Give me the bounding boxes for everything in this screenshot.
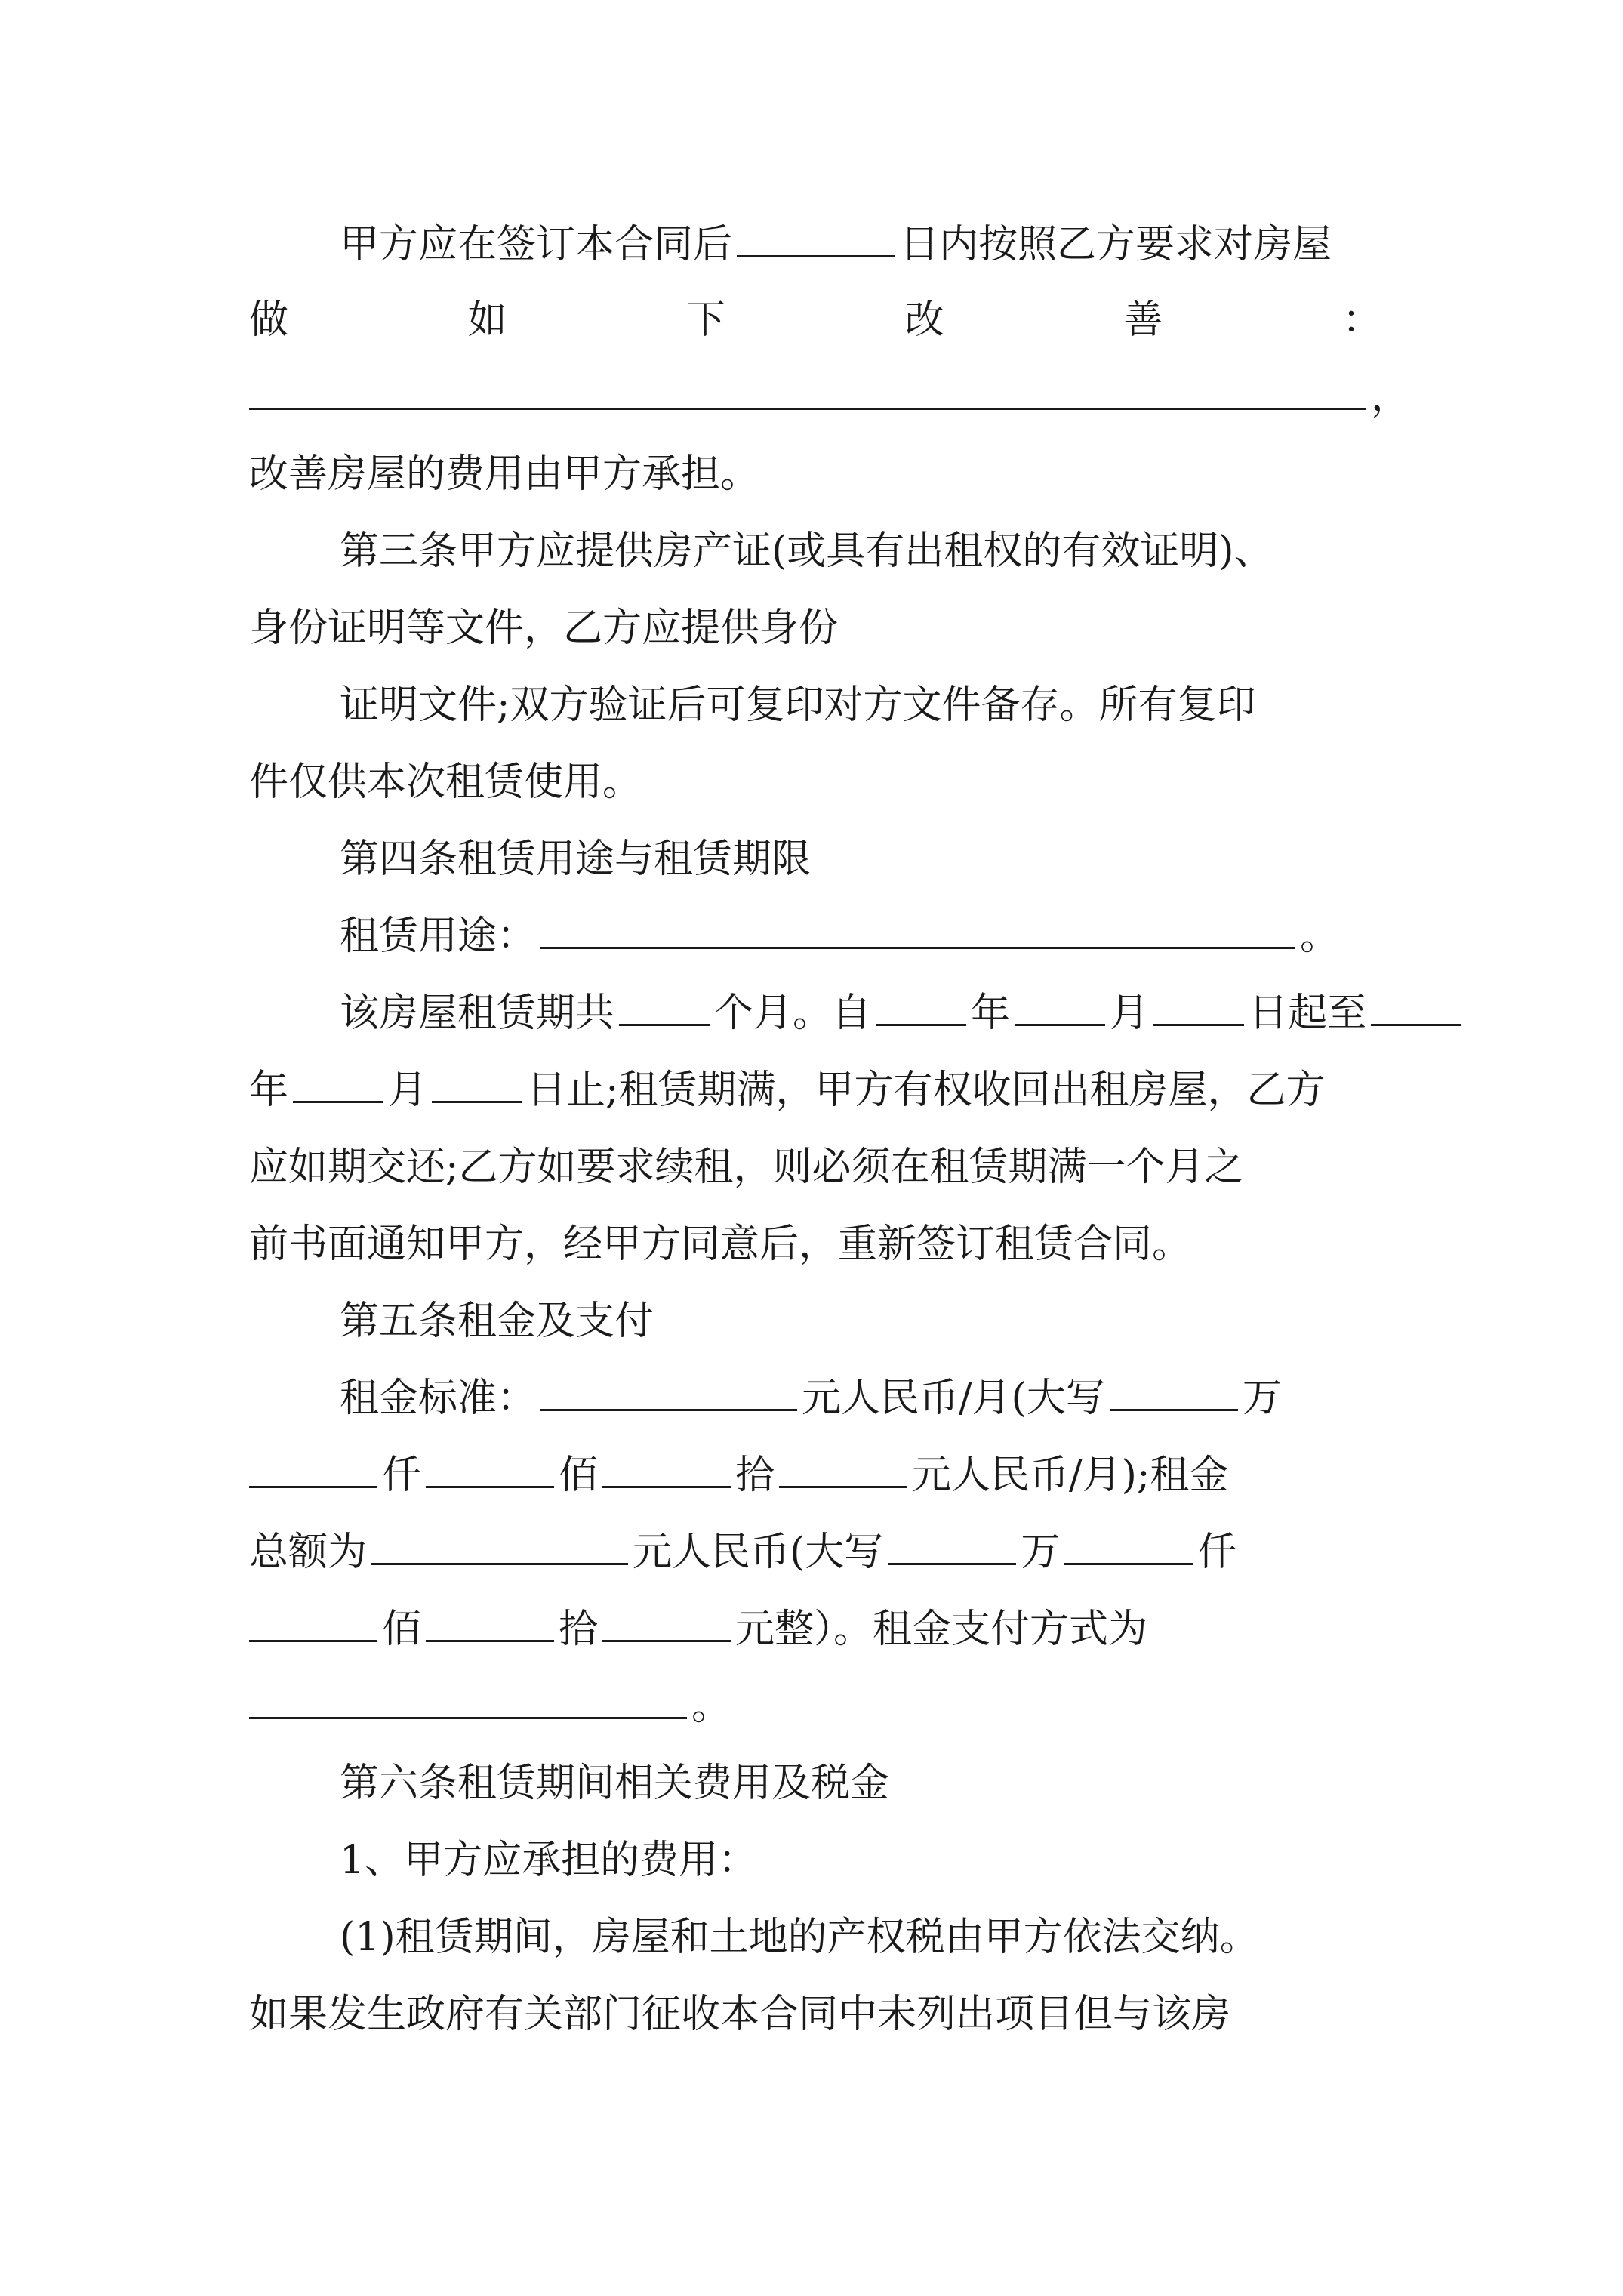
paragraph-line-22 [340,1836,1381,1885]
text: 如果发生政府有关部门征收本合同中未列出项目但与该房 [249,1992,1231,2037]
text: 第六条租赁期间相关费用及税金 [340,1761,890,1806]
paragraph-line-17 [249,1451,1381,1499]
char: ： [1341,297,1381,343]
text: 第三条甲方应提供房产证(或具有出租权的有效证明)、 [340,529,1273,574]
blank-end-month[interactable] [293,1066,383,1103]
blank-rent-shi[interactable] [602,1451,731,1488]
text: 元整）。租金支付方式为 [735,1607,1148,1652]
article-6-heading [340,1759,1381,1808]
text: 租赁用途： [340,914,537,959]
text: 万 [1021,1530,1061,1575]
paragraph-line-6 [249,604,1381,652]
text: 元人民币/月(大写 [802,1376,1105,1421]
text: 佰 [382,1607,422,1652]
paragraph-line-13 [249,1143,1381,1191]
paragraph-line-10 [340,912,1381,960]
text: 拾 [735,1453,775,1498]
text: 万 [1242,1376,1282,1421]
paragraph-line-20 [249,1682,1381,1730]
paragraph-line-1 [340,220,1381,269]
blank-months[interactable] [619,989,710,1026]
paragraph-line-19 [249,1605,1381,1653]
text: 证明文件;双方验证后可复印对方文件备存。所有复印 [340,683,1256,728]
paragraph-line-16 [340,1374,1381,1422]
paragraph-line-18 [249,1528,1381,1576]
blank-payment-method[interactable] [249,1682,687,1719]
char: 如 [467,297,507,343]
text: 元人民币(大写 [633,1530,884,1575]
blank-start-month[interactable] [1015,989,1105,1026]
text: 。 [691,1684,731,1729]
text: 日起至 [1249,991,1367,1036]
blank-end-day[interactable] [432,1066,522,1103]
text: 前书面通知甲方，经甲方同意后，重新签订租赁合同。 [249,1222,1192,1267]
paragraph-line-11 [340,989,1381,1037]
text: 月 [1110,991,1150,1036]
blank-rent-qian[interactable] [249,1451,377,1488]
article-5-heading [340,1297,1381,1345]
blank-total-shi[interactable] [426,1605,554,1642]
article-4-heading [340,835,1381,883]
text: 元人民币/月);租金 [912,1453,1229,1498]
paragraph-line-7 [340,681,1381,729]
text: 租金标准： [340,1376,537,1421]
text: 年 [971,991,1011,1036]
text: 甲方应在签订本合同后 [340,222,733,267]
text: 个月。自 [714,991,872,1036]
text: 该房屋租赁期共 [340,991,615,1036]
blank-total-wan[interactable] [888,1528,1016,1565]
paragraph-line-23 [340,1913,1381,1962]
text: 日止;租赁期满，甲方有权收回出租房屋，乙方 [527,1068,1326,1113]
text: 佰 [559,1453,599,1498]
text: 年 [249,1068,289,1113]
blank-total-rent[interactable] [371,1528,628,1565]
char: 善 [1123,297,1163,343]
article-3-heading [340,527,1381,575]
paragraph-line-2 [249,296,1381,344]
text: ， [1371,374,1411,420]
char: 改 [904,297,944,343]
blank-start-day[interactable] [1153,989,1244,1026]
text: 仟 [1197,1530,1237,1575]
text: 改善房屋的费用由甲方承担。 [249,451,760,497]
text: 身份证明等文件，乙方应提供身份 [249,606,839,651]
blank-improvement[interactable] [249,373,1366,410]
char: 做 [249,297,289,343]
blank-total-yuan[interactable] [602,1605,731,1642]
blank-rent-wan[interactable] [1110,1374,1238,1411]
paragraph-line-3 [249,373,1411,421]
text: 第五条租金及支付 [340,1299,654,1344]
blank-total-bai[interactable] [249,1605,377,1642]
paragraph-line-12 [249,1066,1381,1114]
text: 1、甲方应承担的费用： [340,1838,758,1883]
blank-rent-bai[interactable] [426,1451,554,1488]
blank-rent-yuan[interactable] [779,1451,907,1488]
blank-days[interactable] [737,220,895,257]
paragraph-line-4 [249,450,1381,498]
text: 日内按照乙方要求对房屋 [900,222,1332,267]
blank-total-qian[interactable] [1064,1528,1193,1565]
text: 。 [1300,914,1340,959]
text: 拾 [559,1607,599,1652]
blank-start-year[interactable] [876,989,966,1026]
text: 仟 [382,1453,422,1498]
char: 下 [686,297,726,343]
text: 第四条租赁用途与租赁期限 [340,837,812,882]
text: 月 [388,1068,428,1113]
blank-purpose[interactable] [540,912,1295,949]
paragraph-line-14 [249,1220,1381,1268]
paragraph-line-24 [249,1990,1381,2039]
text: 应如期交还;乙方如要求续租，则必须在租赁期满一个月之 [249,1145,1244,1190]
text: 总额为 [249,1530,368,1575]
paragraph-line-8 [249,758,1381,806]
text: 件仅供本次租赁使用。 [249,760,642,805]
text: (1)租赁期间，房屋和土地的产权税由甲方依法交纳。 [340,1915,1259,1960]
blank-rent-standard[interactable] [540,1374,797,1411]
blank-end-year[interactable] [1371,989,1461,1026]
